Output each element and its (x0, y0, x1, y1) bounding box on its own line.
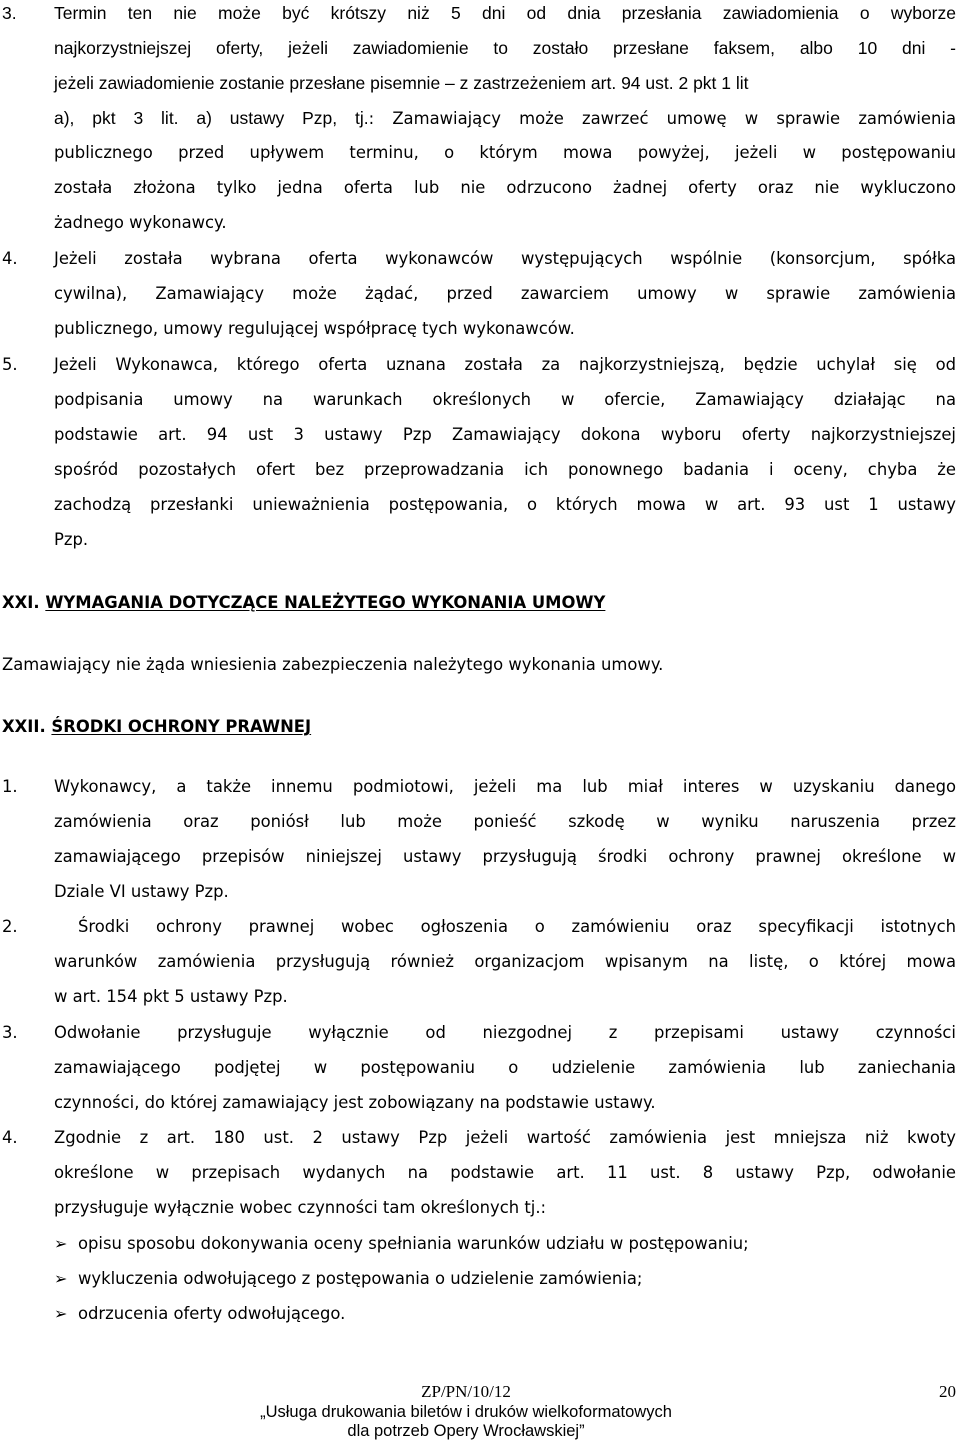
item-line: zamawiającego podjętej w postępowaniu o udzielenie zamówienia lub zaniechania (54, 1058, 956, 1077)
item-line: spośród pozostałych ofert bez przeprowadzania ich ponownego badania i oceny, chyba że (54, 460, 956, 479)
item-line: Jeżeli Wykonawca, którego oferta uznana została za najkorzystniejszą, będzie uchylał się od (54, 355, 956, 374)
arrow-bullet-icon: ➢ (54, 1234, 68, 1253)
footer-title-line-1: „Usługa drukowania biletów i druków wielkoformatowych (260, 1403, 672, 1421)
item-number: 1. (2, 777, 18, 796)
item-line: żadnego wykonawcy. (54, 213, 227, 232)
item-line: przysługuje wyłącznie wobec czynności tam określonych tj.: (54, 1198, 547, 1217)
section-title: WYMAGANIA DOTYCZĄCE NALEŻYTEGO WYKONANIA UMOWY (45, 593, 606, 612)
item-number: 4. (2, 1128, 18, 1147)
item-line: Dziale VI ustawy Pzp. (54, 882, 229, 901)
item-number: 5. (2, 355, 18, 374)
item-line: publicznego, umowy regulującej współpracę tych wykonawców. (54, 319, 575, 338)
item-line: Zgodnie z art. 180 ust. 2 ustawy Pzp jeżeli wartość zamówienia jest mniejsza niż kwoty (54, 1128, 956, 1147)
item-line: Odwołanie przysługuje wyłącznie od niezgodnej z przepisami ustawy czynności (54, 1023, 956, 1042)
item-line: warunków zamówienia przysługują również organizacjom wpisanym na listę, o której mowa (54, 952, 956, 971)
item-line: w art. 154 pkt 5 ustawy Pzp. (54, 987, 288, 1006)
section-heading-xxi (2, 593, 956, 612)
item-number: 3. (2, 3, 17, 23)
item-line: publicznego przed upływem terminu, o którym mowa powyżej, jeżeli w postępowaniu (54, 143, 956, 162)
item-line: Pzp. (54, 530, 89, 549)
item-line: cywilna), Zamawiający może żądać, przed zawarciem umowy w sprawie zamówienia (54, 284, 956, 303)
arrow-bullet-icon: ➢ (54, 1269, 68, 1288)
item-line: Wykonawcy, a także innemu podmiotowi, jeżeli ma lub miał interes w uzyskaniu danego (54, 777, 956, 796)
item-number: 3. (2, 1023, 18, 1042)
item-line: zachodzą przesłanki unieważnienia postępowania, o których mowa w art. 93 ust 1 ustawy (54, 495, 956, 514)
item-line: określone w przepisach wydanych na podstawie art. 11 ust. 8 ustawy Pzp, odwołanie (54, 1163, 956, 1182)
item-line: zamawiającego przepisów niniejszej ustawy przysługują środki ochrony prawnej określone w (54, 847, 956, 866)
item-line: Środki ochrony prawnej wobec ogłoszenia o zamówieniu oraz specyfikacji istotnych (78, 917, 956, 936)
section-heading-xxii (2, 717, 956, 736)
item-number: 4. (2, 249, 18, 268)
item-line: czynności, do której zamawiający jest zobowiązany na podstawie ustawy. (54, 1093, 656, 1112)
bullet-item: opisu sposobu dokonywania oceny spełniania warunków udziału w postępowaniu; (78, 1234, 749, 1253)
footer-code: ZP/PN/10/12 (421, 1382, 511, 1401)
section-text: Zamawiający nie żąda wniesienia zabezpieczenia należytego wykonania umowy. (2, 655, 664, 674)
item-line: a), pkt 3 lit. a) ustawy Pzp, tj.: Zamawiający może zawrzeć umowę w sprawie zamówienia (54, 108, 956, 128)
item-line: Jeżeli została wybrana oferta wykonawców występujących wspólnie (konsorcjum, spółka (54, 249, 956, 268)
arrow-bullet-icon: ➢ (54, 1304, 68, 1323)
bullet-item: odrzucenia oferty odwołującego. (78, 1304, 346, 1323)
page-number: 20 (939, 1382, 956, 1401)
item-line: najkorzystniejszej oferty, jeżeli zawiadomienie to zostało przesłane faksem, albo 10 dni - (54, 38, 956, 58)
bullet-item: wykluczenia odwołującego z postępowania o udzielenie zamówienia; (78, 1269, 643, 1288)
section-number: XXI. (2, 593, 40, 612)
item-line-part: a), pkt 3 lit. a) ustawy Pzp, tj. (54, 108, 369, 128)
section-title: ŚRODKI OCHRONY PRAWNEJ (51, 717, 312, 736)
section-number: XXII. (2, 717, 46, 736)
item-line: zamówienia oraz poniósł lub może ponieść szkodę w wyniku naruszenia przez (54, 812, 956, 831)
footer-title-line-2: dla potrzeb Opery Wrocławskiej” (347, 1422, 585, 1440)
item-line: została złożona tylko jedna oferta lub nie odrzucono żadnej oferty oraz nie wykluczono (54, 178, 956, 197)
item-line: Termin ten nie może być krótszy niż 5 dni od dnia przesłania zawiadomienia o wyborze (54, 3, 956, 23)
item-line: podpisania umowy na warunkach określonych w ofercie, Zamawiający działając na (54, 390, 956, 409)
item-line: jeżeli zawiadomienie zostanie przesłane pisemnie – z zastrzeżeniem art. 94 ust. 2 pkt 1 lit (54, 73, 749, 93)
item-number: 2. (2, 917, 18, 936)
item-line: podstawie art. 94 ust 3 ustawy Pzp Zamawiający dokona wyboru oferty najkorzystniejszej (54, 425, 956, 444)
